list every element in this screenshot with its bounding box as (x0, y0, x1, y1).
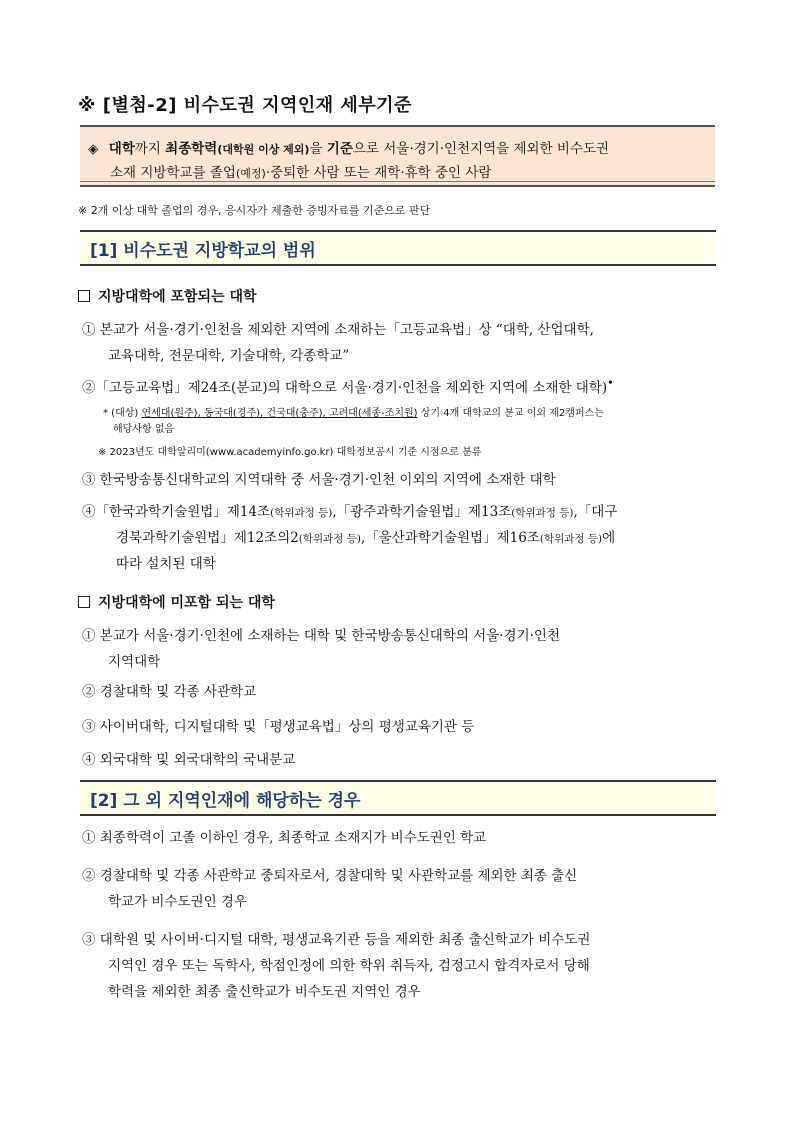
summary-keyword-exclusion: (대학원 이상 제외) (217, 143, 310, 156)
included-item-2-note-1 (103, 404, 604, 419)
item-text: ④「한국과학기술원법」제14조 (82, 504, 271, 520)
case-item-1: ① 최종학력이 고졸 이하인 경우, 최종학교 소재지가 비수도권인 학교 (82, 830, 487, 846)
excluded-item-2: ② 경찰대학 및 각종 사관학교 (82, 684, 257, 700)
included-item-2-text: ②「고등교육법」제24조(분교)의 대학으로 서울·경기·인천을 제외한 지역에 소재한 대학) (82, 380, 608, 396)
section2-heading-box (80, 780, 716, 816)
included-item-4-line-1 (82, 500, 617, 520)
included-item-4-line-3: 따라 설치된 대학 (116, 556, 216, 572)
included-item-1-line-2: 교육대학, 전문대학, 기술대학, 각종학교” (108, 348, 350, 364)
summary-text: 으로 서울·경기·인천지역을 제외한 비수도권 (352, 141, 610, 157)
summary-keyword-final-education: 최종학력 (165, 141, 218, 157)
excluded-item-1-line-2: 지역대학 (108, 654, 161, 670)
included-item-2-note-1-cont: 해당사항 없음 (113, 424, 175, 435)
summary-line-2 (110, 161, 491, 181)
summary-keyword-basis: 기준 (326, 141, 353, 157)
diamond-bullet-icon: ◈ (88, 141, 99, 157)
item-text-small: (학위과정 등) (270, 507, 333, 519)
checkbox-square-icon (78, 596, 90, 608)
summary-box-rule (80, 181, 715, 182)
item-text: ,「광주과학기술원법」제13조 (332, 504, 512, 520)
note-label: * (대상) (103, 408, 142, 419)
note-text: 상기 4개 대학교의 분교 이외 제2캠퍼스는 (417, 408, 604, 419)
summary-box (80, 125, 715, 187)
item-text-small: (학위과정 등) (511, 507, 574, 519)
included-item-4-line-2 (116, 526, 615, 546)
note-branch-list: 연세대(원주), 동국대(경주), 건국대(충주), 고려대(세종-조치원) (141, 408, 418, 419)
section2-heading: [2] 그 외 지역인재에 해당하는 경우 (90, 791, 361, 811)
summary-text: 소재 지방학교를 졸업 (110, 165, 236, 181)
included-item-2 (82, 376, 614, 396)
included-item-2-note-2: ※ 2023년도 대학알리미(www.academyinfo.go.kr) 대학정보공시 기준 시점으로 분류 (98, 447, 482, 458)
section1-heading-box (80, 230, 716, 266)
case-item-3-line-1: ③ 대학원 및 사이버·디지털 대학, 평생교육기관 등을 제외한 최종 출신학교가 비수도권 (82, 932, 591, 948)
checkbox-square-icon (78, 290, 90, 302)
case-item-2-line-1: ② 경찰대학 및 각종 사관학교 중퇴자로서, 경찰대학 및 사관학교를 제외한 최종 출신 (82, 868, 578, 884)
summary-text: ·중퇴한 사람 또는 재학·휴학 중인 사람 (265, 165, 492, 181)
summary-line-1 (88, 137, 609, 157)
excluded-subheading-text: 지방대학에 미포함 되는 대학 (98, 595, 275, 611)
summary-text: 까지 (134, 141, 166, 157)
included-subheading-text: 지방대학에 포함되는 대학 (98, 289, 257, 305)
summary-text: 을 (309, 141, 327, 157)
excluded-subheading (78, 592, 275, 612)
item-text-small: (학위과정 등) (539, 533, 603, 545)
section1-heading: [1] 비수도권 지방학교의 범위 (90, 241, 316, 261)
case-item-3-line-2: 지역인 경우 또는 독학사, 학점인정에 의한 학위 취득자, 검정고시 합격자로서 당해 (108, 958, 590, 974)
item-text-small: (학위과정 등) (298, 533, 361, 545)
summary-text-small: (예정) (235, 167, 266, 180)
excluded-item-1-line-1: ① 본교가 서울·경기·인천에 소재하는 대학 및 한국방송통신대학의 서울·경기·인천 (82, 628, 561, 644)
excluded-item-4: ④ 외국대학 및 외국대학의 국내분교 (82, 752, 296, 768)
summary-keyword-university: 대학 (108, 141, 135, 157)
item-text: 경북과학기술원법」제12조의2 (116, 530, 299, 546)
included-item-1-line-1: ① 본교가 서울·경기·인천을 제외한 지역에 소재하는「고등교육법」상 “대학, 산업대학, (82, 322, 594, 338)
item-text: ,「대구 (573, 504, 618, 520)
included-subheading (78, 286, 257, 306)
case-item-2-line-2: 학교가 비수도권인 경우 (108, 894, 247, 910)
item-text: ,「울산과학기술원법」제16조 (360, 530, 540, 546)
page-title: ※ [별첨-2] 비수도권 지역인재 세부기준 (78, 95, 412, 116)
excluded-item-3: ③ 사이버대학, 디지털대학 및「평생교육법」상의 평생교육기관 등 (82, 719, 475, 735)
top-note: ※ 2개 이상 대학 졸업의 경우, 응시자가 제출한 증빙자료를 기준으로 판단 (78, 204, 431, 217)
case-item-3-line-3: 학력을 제외한 최종 출신학교가 비수도권 지역인 경우 (108, 984, 421, 1000)
included-item-3: ③ 한국방송통신대학교의 지역대학 중 서울·경기·인천 이외의 지역에 소재한 대학 (82, 472, 556, 488)
footnote-mark: • (607, 376, 614, 390)
item-text: 에 (602, 530, 616, 546)
